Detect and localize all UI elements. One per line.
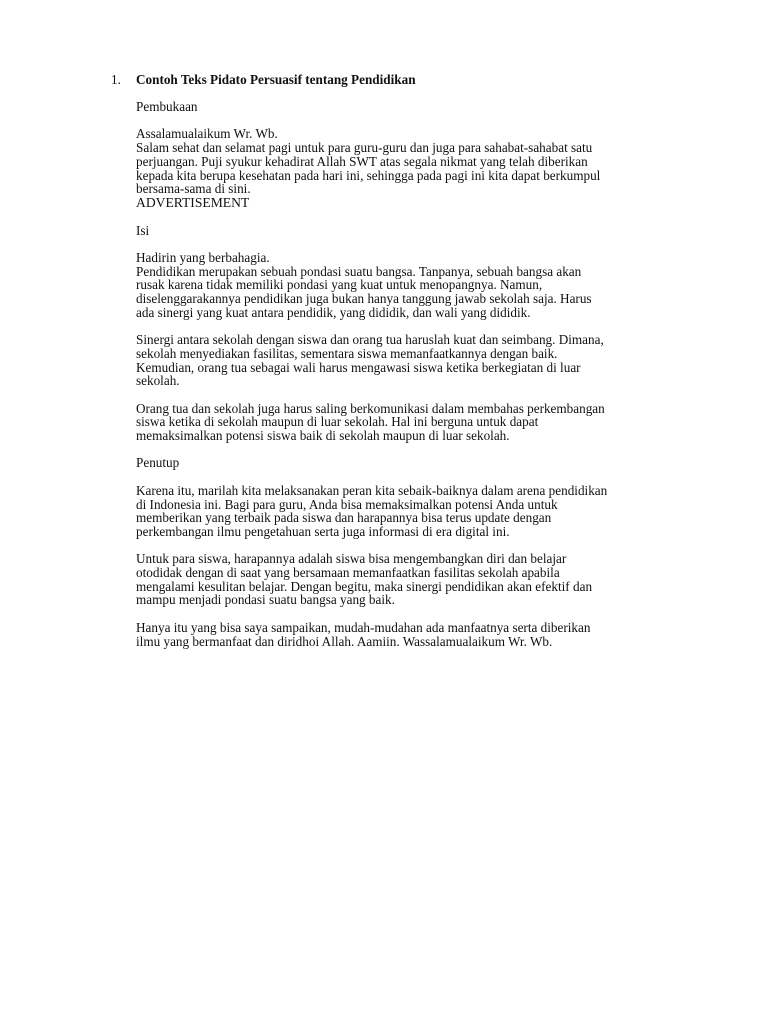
document-heading xyxy=(111,72,671,88)
document-title: Contoh Teks Pidato Persuasif tentang Pendidikan xyxy=(136,72,416,87)
section-label-body: Isi xyxy=(136,222,150,238)
advertisement-label: ADVERTISEMENT xyxy=(136,194,250,210)
section-label-closing: Penutup xyxy=(136,455,180,471)
speech-content xyxy=(136,100,681,662)
body-paragraph-3: Orang tua dan sekolah juga harus saling berkomunikasi dalam membahas perkembangan siswa ketika di sekolah maupun di luar sekolah. Hal ini berguna untuk dapat memaksimalkan potensi siswa baik di sekolah maupun di luar sekolah. xyxy=(136,400,605,444)
section-label-opening: Pembukaan xyxy=(136,99,198,114)
opening-paragraph: Assalamualaikum Wr. Wb. Salam sehat dan selamat pagi untuk para guru-guru dan juga para sahabat-sahabat satu perjuangan. Puji syukur kehadirat Allah SWT atas segala nikmat yang telah diberikan kepada kita berupa kesehatan pada hari ini, sehingga pada pagi ini kita dapat berkumpul bersama-sama di sini. xyxy=(136,126,601,197)
body-paragraph-2: Sinergi antara sekolah dengan siswa dan orang tua haruslah kuat dan seimbang. Dimana, sekolah menyediakan fasilitas, sementara siswa memanfaatkannya dengan baik. Kemudian, orang tua sebagai wali harus mengawasi siswa ketika berkegiatan di luar sekolah. xyxy=(136,332,604,389)
list-number: 1. xyxy=(111,72,121,87)
closing-paragraph-3: Hanya itu yang bisa saya sampaikan, mudah-mudahan ada manfaatnya serta diberikan ilmu yang bermanfaat dan diridhoi Allah. Aamiin. Wassalamualaikum Wr. Wb. xyxy=(136,619,591,649)
closing-paragraph-1: Karena itu, marilah kita melaksanakan peran kita sebaik-baiknya dalam arena pendidikan di Indonesia ini. Bagi para guru, Anda bisa memaksimalkan potensi Anda untuk memberikan yang terbaik pada siswa dan harapannya bisa terus update dengan perkembangan ilmu pengetahuan serta juga informasi di era digital ini. xyxy=(136,482,608,539)
body-paragraph-1: Hadirin yang berbahagia. Pendidikan merupakan sebuah pondasi suatu bangsa. Tanpanya, sebuah bangsa akan rusak karena tidak memiliki pondasi yang kuat untuk menopangnya. Namun, diselenggarakannya pendidikan juga bukan hanya tanggung jawab sekolah saja. Harus ada sinergi yang kuat antara pendidik, yang dididik, dan wali yang dididik. xyxy=(136,249,592,320)
closing-paragraph-2: Untuk para siswa, harapannya adalah siswa bisa mengembangkan diri dan belajar otodidak dengan di saat yang bersamaan memanfaatkan fasilitas sekolah apabila mengalami kesulitan belajar. Dengan begitu, maka sinergi pendidikan akan efektif dan mampu menjadi pondasi suatu bangsa yang baik. xyxy=(136,551,593,608)
